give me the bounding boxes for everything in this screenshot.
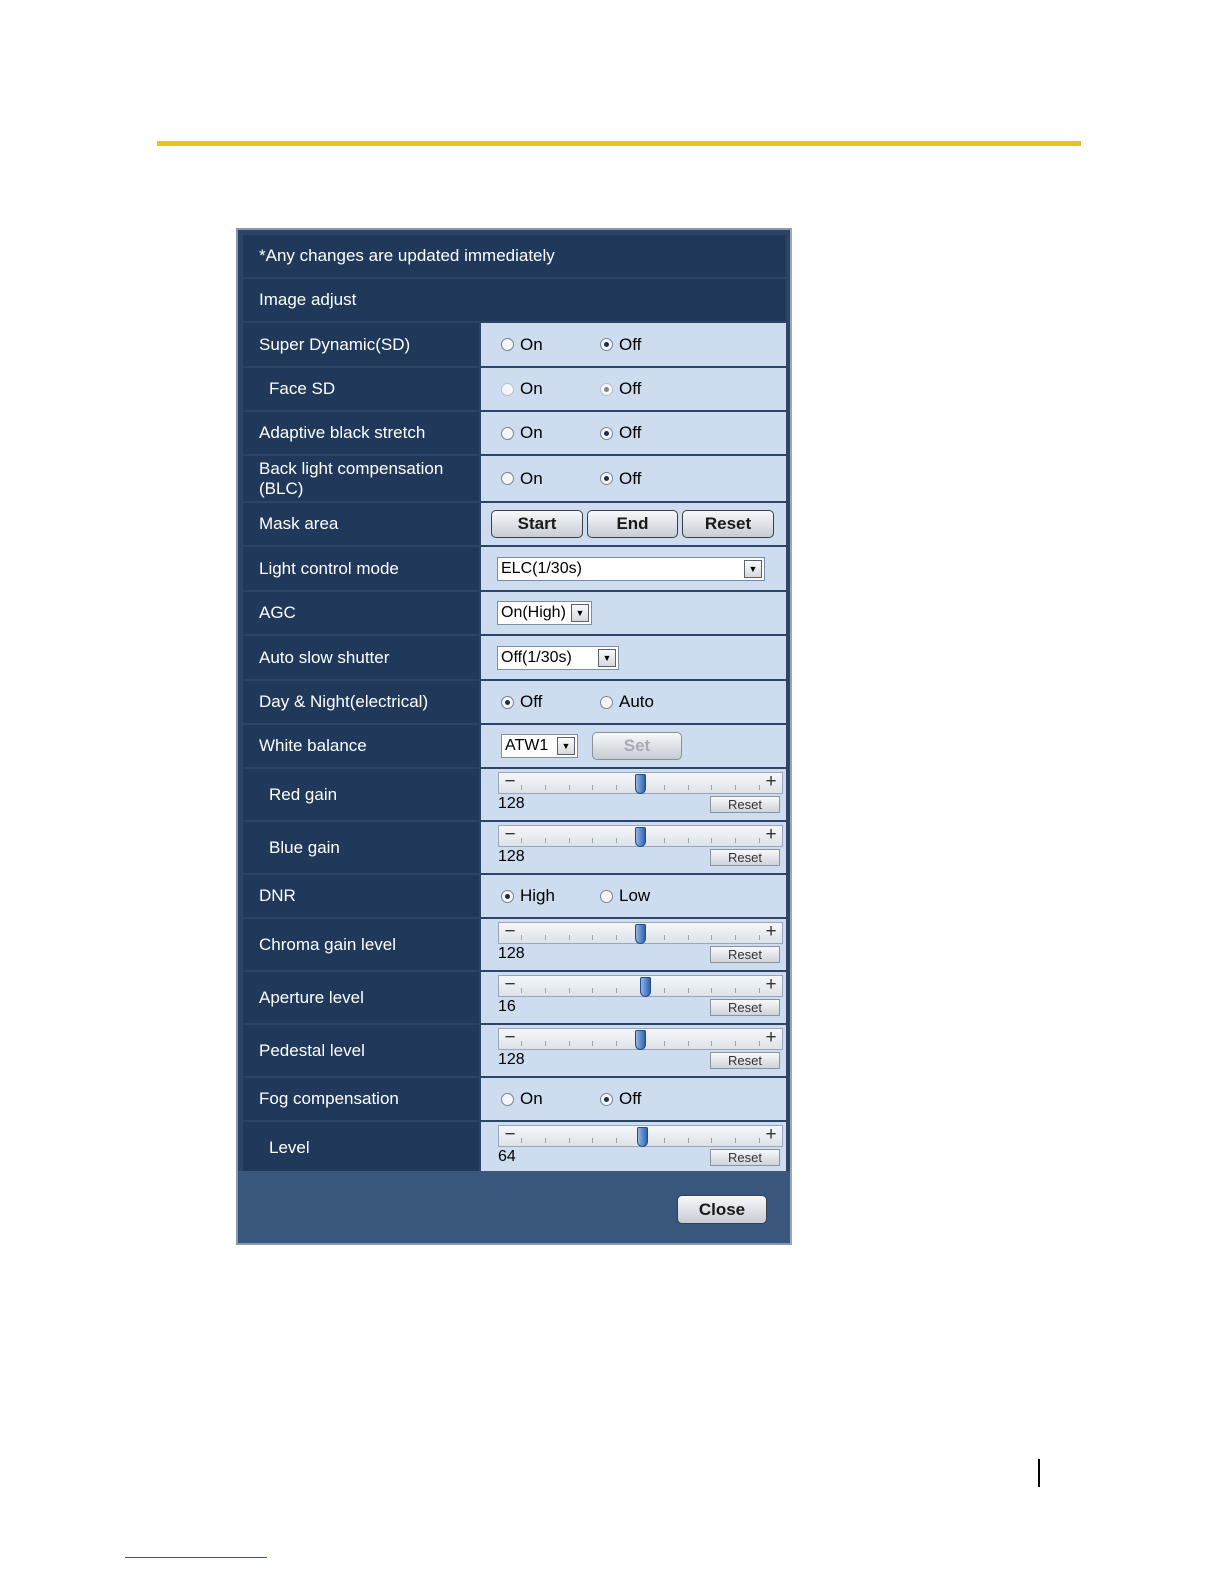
slider-thumb[interactable]	[640, 977, 651, 997]
radio-selected-icon	[600, 427, 613, 440]
radio-icon	[501, 472, 514, 485]
slider-tick	[545, 1138, 546, 1143]
blue-gain-slider[interactable]	[498, 825, 783, 847]
page-marker	[1038, 1459, 1040, 1487]
row-label: Super Dynamic(SD)	[243, 323, 479, 366]
agc-select[interactable]: On(High) ▼	[497, 601, 592, 625]
slider-tick	[569, 785, 570, 790]
pedestal-reset-button[interactable]: Reset	[710, 1052, 780, 1069]
slider-tick	[664, 785, 665, 790]
radio-icon	[501, 427, 514, 440]
minus-icon[interactable]: −	[504, 921, 516, 942]
slider-tick	[688, 1041, 689, 1046]
slider-tick	[545, 838, 546, 843]
slider-thumb[interactable]	[635, 924, 646, 944]
slider-tick	[592, 838, 593, 843]
slider-value: 128	[498, 945, 525, 962]
radio-icon	[501, 338, 514, 351]
slider-value: 64	[498, 1148, 516, 1165]
slider-tick	[592, 785, 593, 790]
slider-tick	[688, 935, 689, 940]
chevron-down-icon[interactable]: ▼	[744, 560, 762, 578]
slider-tick	[521, 838, 522, 843]
slider-tick	[759, 988, 760, 993]
light-control-select[interactable]: ELC(1/30s) ▼	[497, 557, 765, 581]
chroma-gain-reset-button[interactable]: Reset	[710, 946, 780, 963]
fog-level-slider[interactable]	[498, 1125, 783, 1147]
row-label: Mask area	[243, 503, 479, 545]
chevron-down-icon[interactable]: ▼	[557, 737, 575, 755]
slider-tick	[616, 785, 617, 790]
slider-tick	[735, 1138, 736, 1143]
slider-value: 128	[498, 795, 525, 812]
slider-tick	[664, 1138, 665, 1143]
slider-tick	[616, 935, 617, 940]
super-dynamic-off-radio[interactable]: Off	[600, 335, 641, 355]
abs-on-radio[interactable]: On	[501, 423, 543, 443]
row-label: Chroma gain level	[243, 919, 479, 970]
slider-tick	[664, 1041, 665, 1046]
abs-off-radio[interactable]: Off	[600, 423, 641, 443]
slider-thumb[interactable]	[635, 774, 646, 794]
slider-tick	[592, 935, 593, 940]
header-rule	[157, 141, 1081, 146]
pedestal-slider[interactable]	[498, 1028, 783, 1050]
radio-selected-icon	[501, 696, 514, 709]
chevron-down-icon[interactable]: ▼	[598, 649, 616, 667]
slider-tick	[735, 988, 736, 993]
slider-tick	[735, 838, 736, 843]
slider-tick	[664, 988, 665, 993]
aperture-reset-button[interactable]: Reset	[710, 999, 780, 1016]
super-dynamic-on-radio[interactable]: On	[501, 335, 543, 355]
radio-icon	[600, 890, 613, 903]
auto-slow-shutter-select[interactable]: Off(1/30s) ▼	[497, 646, 619, 670]
slider-tick	[569, 838, 570, 843]
face-sd-on-radio[interactable]: On	[501, 379, 543, 399]
radio-selected-icon	[600, 1093, 613, 1106]
chevron-down-icon[interactable]: ▼	[571, 604, 589, 622]
chroma-gain-slider[interactable]	[498, 922, 783, 944]
slider-tick	[616, 988, 617, 993]
slider-tick	[521, 988, 522, 993]
plus-icon[interactable]: +	[765, 974, 777, 995]
slider-thumb[interactable]	[635, 1030, 646, 1050]
row-label: Aperture level	[243, 972, 479, 1023]
face-sd-off-radio[interactable]: Off	[600, 379, 641, 399]
slider-tick	[688, 988, 689, 993]
slider-tick	[759, 1041, 760, 1046]
row-label: Level	[243, 1122, 479, 1173]
radio-icon	[501, 1093, 514, 1106]
red-gain-slider[interactable]	[498, 772, 783, 794]
dialog-footer	[238, 1171, 790, 1243]
slider-tick	[711, 838, 712, 843]
image-adjust-dialog	[236, 228, 792, 1245]
plus-icon[interactable]: +	[765, 1124, 777, 1145]
row-white-balance	[243, 725, 786, 767]
day-night-auto-radio[interactable]: Auto	[600, 692, 654, 712]
row-fog-compensation	[243, 1078, 786, 1120]
mask-reset-button[interactable]: Reset	[682, 510, 774, 538]
slider-tick	[664, 935, 665, 940]
slider-tick	[592, 1138, 593, 1143]
row-day-night	[243, 681, 786, 723]
row-dnr	[243, 875, 786, 917]
row-chroma-gain-level	[243, 919, 786, 970]
mask-end-button[interactable]: End	[587, 510, 678, 538]
row-label: Back light compensation (BLC)	[243, 456, 479, 501]
slider-tick	[616, 838, 617, 843]
blc-on-radio[interactable]: On	[501, 469, 543, 489]
slider-tick	[711, 785, 712, 790]
red-gain-reset-button[interactable]: Reset	[710, 796, 780, 813]
slider-tick	[759, 935, 760, 940]
row-label: Day & Night(electrical)	[243, 681, 479, 723]
plus-icon[interactable]: +	[765, 921, 777, 942]
slider-tick	[521, 1138, 522, 1143]
row-label: Blue gain	[243, 822, 479, 873]
slider-tick	[569, 935, 570, 940]
minus-icon[interactable]: −	[504, 1027, 516, 1048]
slider-tick	[664, 838, 665, 843]
blc-off-radio[interactable]: Off	[600, 469, 641, 489]
radio-selected-icon	[600, 383, 613, 396]
aperture-slider[interactable]	[498, 975, 783, 997]
slider-tick	[759, 785, 760, 790]
minus-icon[interactable]: −	[504, 1124, 516, 1145]
minus-icon[interactable]: −	[504, 771, 516, 792]
row-label: Light control mode	[243, 547, 479, 590]
slider-tick	[759, 838, 760, 843]
slider-tick	[521, 1041, 522, 1046]
section-title: Image adjust	[243, 279, 786, 321]
slider-value: 16	[498, 998, 516, 1015]
row-label: Pedestal level	[243, 1025, 479, 1076]
row-adaptive-black-stretch	[243, 412, 786, 454]
row-label: AGC	[243, 592, 479, 634]
row-auto-slow-shutter	[243, 636, 786, 679]
radio-icon	[600, 696, 613, 709]
slider-thumb[interactable]	[635, 827, 646, 847]
row-aperture-level	[243, 972, 786, 1023]
slider-thumb[interactable]	[637, 1127, 648, 1147]
slider-tick	[735, 1041, 736, 1046]
slider-tick	[545, 935, 546, 940]
row-label: Fog compensation	[243, 1078, 479, 1120]
row-label: Red gain	[243, 769, 479, 820]
row-fog-level	[243, 1122, 786, 1173]
white-balance-select[interactable]: ATW1 ▼	[501, 734, 578, 758]
row-light-control-mode	[243, 547, 786, 590]
radio-selected-icon	[600, 472, 613, 485]
mask-start-button[interactable]: Start	[491, 510, 583, 538]
minus-icon[interactable]: −	[504, 824, 516, 845]
radio-icon	[501, 383, 514, 396]
fog-level-reset-button[interactable]: Reset	[710, 1149, 780, 1166]
slider-tick	[569, 1138, 570, 1143]
slider-tick	[735, 935, 736, 940]
slider-tick	[569, 988, 570, 993]
row-super-dynamic	[243, 323, 786, 366]
row-label: Adaptive black stretch	[243, 412, 479, 454]
slider-tick	[592, 988, 593, 993]
slider-tick	[616, 1041, 617, 1046]
slider-tick	[592, 1041, 593, 1046]
row-face-sd	[243, 368, 786, 410]
fog-on-radio[interactable]: On	[501, 1089, 543, 1109]
row-mask-area	[243, 503, 786, 545]
dnr-high-radio[interactable]: High	[501, 886, 555, 906]
radio-selected-icon	[600, 338, 613, 351]
plus-icon[interactable]: +	[765, 771, 777, 792]
dnr-low-radio[interactable]: Low	[600, 886, 650, 906]
slider-tick	[735, 785, 736, 790]
slider-value: 128	[498, 848, 525, 865]
footer-rule	[125, 1557, 267, 1558]
slider-tick	[545, 1041, 546, 1046]
slider-tick	[521, 785, 522, 790]
slider-tick	[759, 1138, 760, 1143]
fog-off-radio[interactable]: Off	[600, 1089, 641, 1109]
slider-tick	[545, 988, 546, 993]
slider-tick	[545, 785, 546, 790]
plus-icon[interactable]: +	[765, 1027, 777, 1048]
row-label: White balance	[243, 725, 479, 767]
row-blue-gain	[243, 822, 786, 873]
slider-tick	[616, 1138, 617, 1143]
minus-icon[interactable]: −	[504, 974, 516, 995]
row-agc	[243, 592, 786, 634]
row-blc	[243, 456, 786, 501]
close-button[interactable]: Close	[677, 1195, 767, 1224]
slider-tick	[521, 935, 522, 940]
white-balance-set-button[interactable]: Set	[592, 732, 682, 760]
radio-selected-icon	[501, 890, 514, 903]
row-label: DNR	[243, 875, 479, 917]
slider-tick	[569, 1041, 570, 1046]
slider-tick	[688, 1138, 689, 1143]
slider-tick	[688, 838, 689, 843]
slider-tick	[711, 1138, 712, 1143]
row-red-gain	[243, 769, 786, 820]
row-label: Face SD	[243, 368, 479, 410]
day-night-off-radio[interactable]: Off	[501, 692, 542, 712]
slider-tick	[711, 935, 712, 940]
slider-tick	[711, 988, 712, 993]
row-label: Auto slow shutter	[243, 636, 479, 679]
slider-tick	[711, 1041, 712, 1046]
slider-value: 128	[498, 1051, 525, 1068]
plus-icon[interactable]: +	[765, 824, 777, 845]
row-pedestal-level	[243, 1025, 786, 1076]
notice-text: *Any changes are updated immediately	[243, 235, 786, 277]
blue-gain-reset-button[interactable]: Reset	[710, 849, 780, 866]
slider-tick	[688, 785, 689, 790]
